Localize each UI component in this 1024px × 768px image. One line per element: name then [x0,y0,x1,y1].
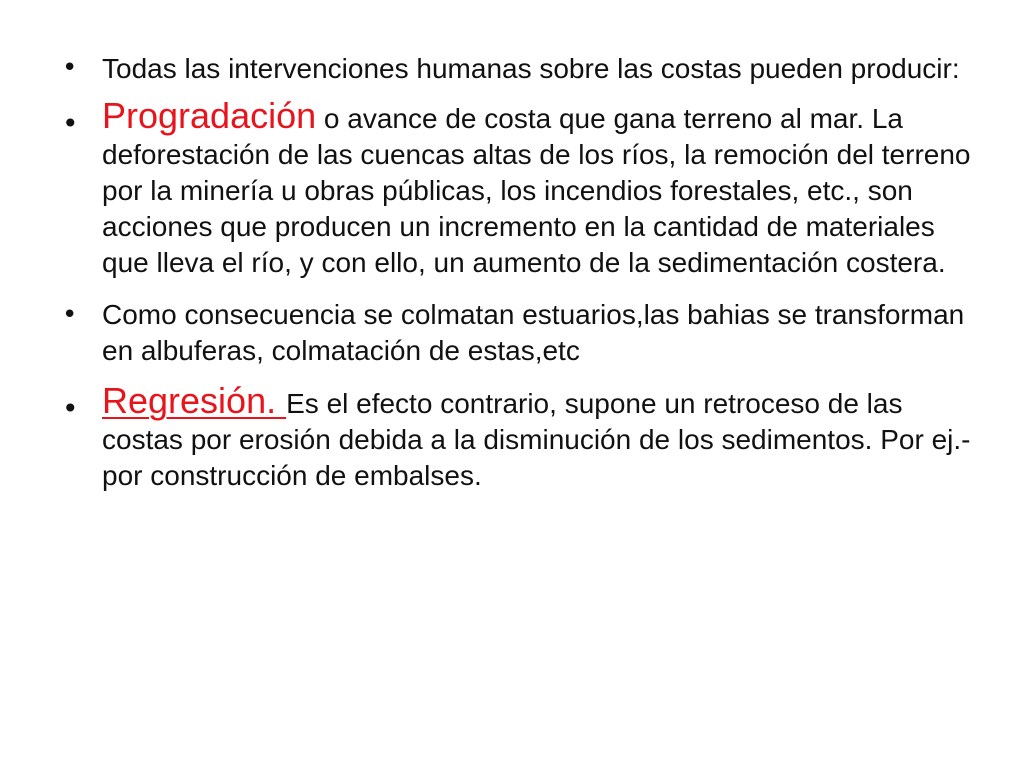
bullet-consecuencia-text: Como consecuencia se colmatan estuarios,las bahias se transforman en albuferas, colmatación de estas,etc [102,299,965,366]
bullet-intro-text: Todas las intervenciones humanas sobre las costas pueden producir: [102,53,960,84]
bullet-regresion-text: Es el efecto contrario, supone un retroceso de las costas por erosión debida a la disminución de los sedimentos. Por ej.- por construcción de embalses. [102,388,971,491]
bullet-intro [62,52,982,85]
bullet-consecuencia [62,297,982,369]
bullet-dot-icon: • [62,392,79,425]
bullet-progradacion-text: o avance de costa que gana terreno al mar. La deforestación de las cuencas altas de los ríos, la remoción del terreno por la minería u obras públicas, los incendios forestales, etc., son acciones que producen un incremento en la cantidad de materiales que lleva el río, y con ello, un aumento de la sedimentación costera. [102,103,971,278]
bullet-regresion [62,380,982,494]
bullet-progradacion [62,95,982,281]
bullet-dot-icon: • [62,107,79,140]
term-regresion: Regresión. [102,380,287,421]
bullet-list [62,52,982,494]
bullet-dot-icon: • [62,53,78,83]
bullet-dot-icon: • [62,300,78,330]
term-progradacion: Progradación [102,95,317,136]
